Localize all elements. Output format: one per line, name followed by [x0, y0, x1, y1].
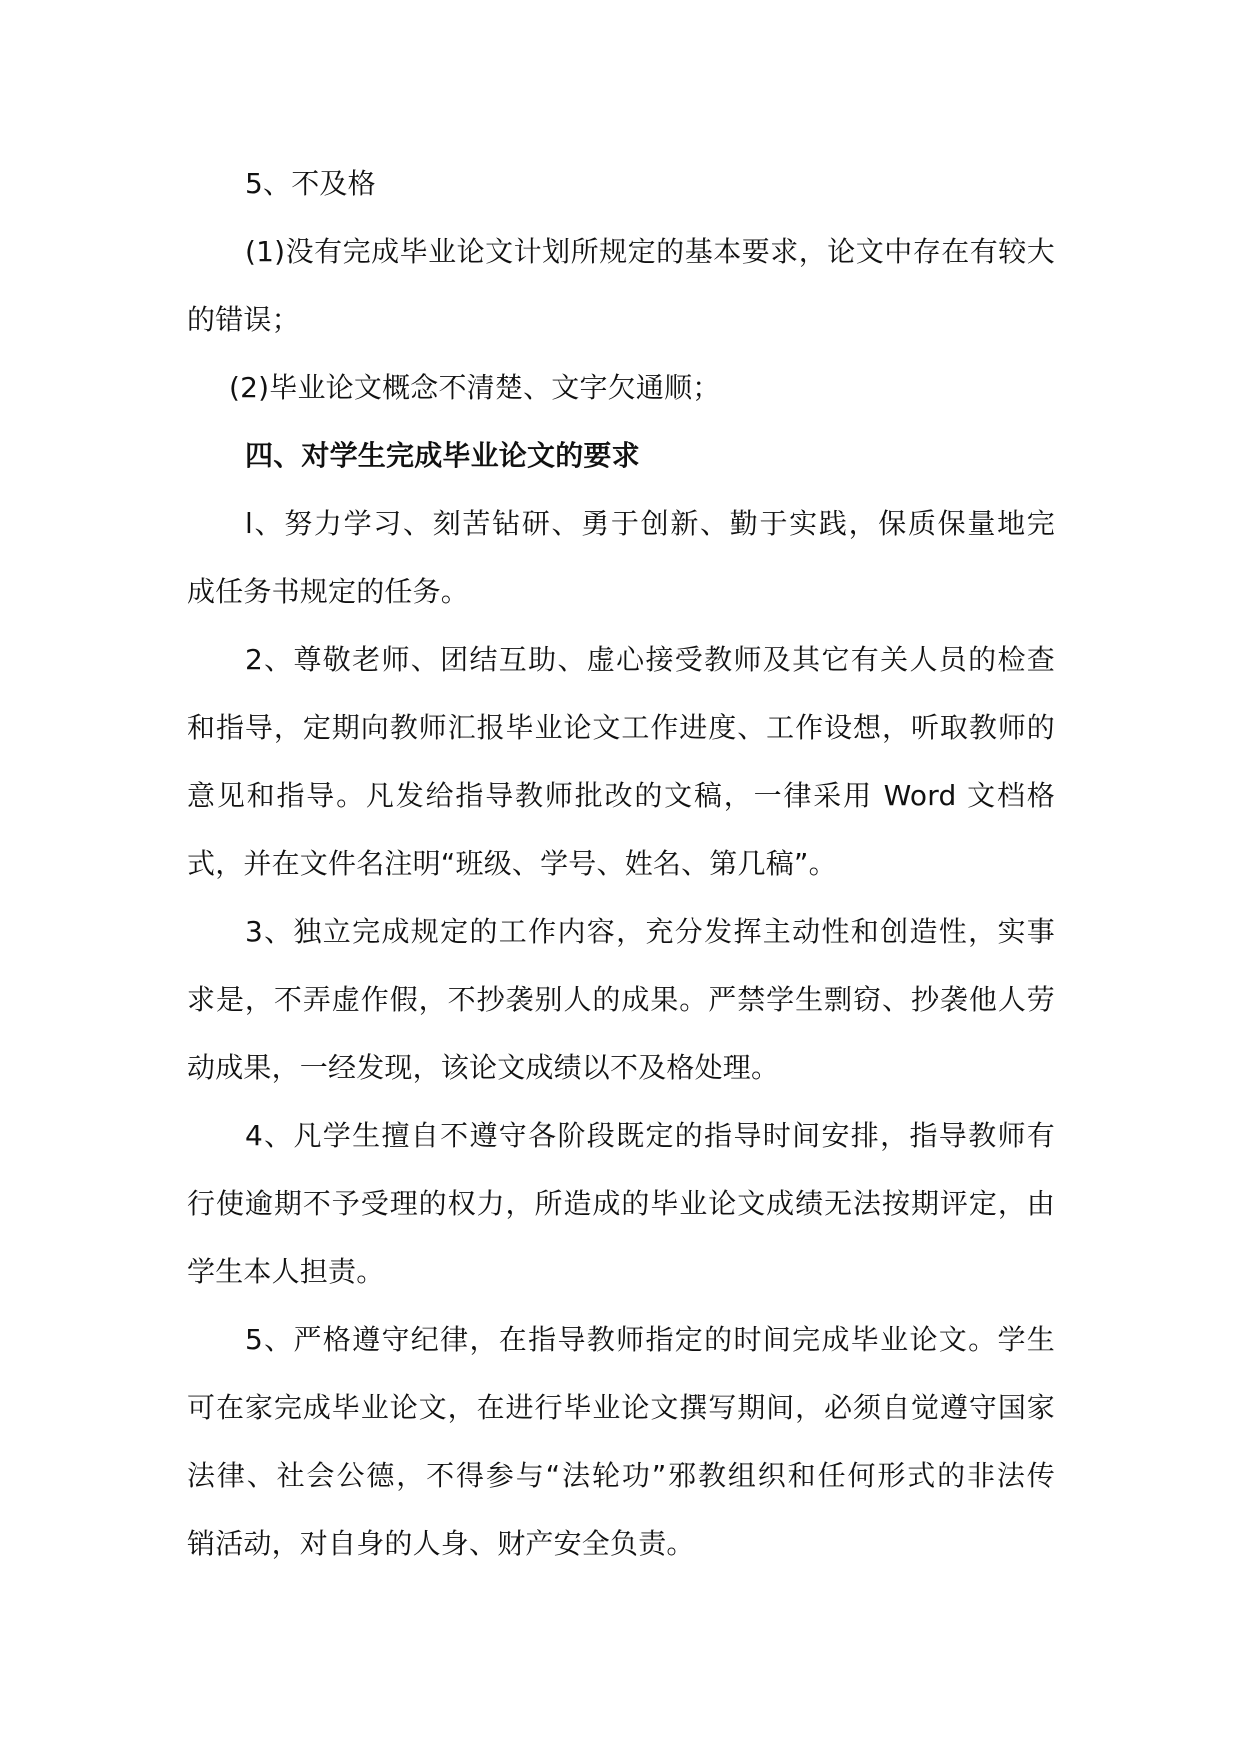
paragraph-line: 求是，不弄虚作假，不抄袭别人的成果。严禁学生剽窃、抄袭他人劳: [187, 983, 1055, 1016]
paragraph-line: 行使逾期不予受理的权力，所造成的毕业论文成绩无法按期评定，由: [187, 1187, 1055, 1220]
paragraph-line: (2)毕业论文概念不清楚、文字欠通顺；: [229, 371, 721, 404]
paragraph-line: 3、独立完成规定的工作内容，充分发挥主动性和创造性，实事: [245, 915, 1055, 948]
paragraph-line: 学生本人担责。: [187, 1255, 385, 1288]
paragraph-line: 和指导，定期向教师汇报毕业论文工作进度、工作设想，听取教师的: [187, 711, 1055, 744]
paragraph-line: l、努力学习、刻苦钻研、勇于创新、勤于实践，保质保量地完: [245, 507, 1055, 540]
section-title: 四、对学生完成毕业论文的要求: [245, 439, 640, 472]
paragraph-line: 动成果，一经发现，该论文成绩以不及格处理。: [187, 1051, 780, 1084]
paragraph-line: 销活动，对自身的人身、财产安全负责。: [187, 1527, 695, 1560]
document-body: [187, 150, 1055, 1578]
paragraph-line: 可在家完成毕业论文，在进行毕业论文撰写期间，必须自觉遵守国家: [187, 1391, 1055, 1424]
paragraph-line: 法律、社会公德，不得参与“法轮功”邪教组织和任何形式的非法传: [187, 1459, 1055, 1492]
paragraph-line: 4、凡学生擅自不遵守各阶段既定的指导时间安排，指导教师有: [245, 1119, 1055, 1152]
paragraph-line: 的错误；: [187, 303, 300, 336]
paragraph-line: 5、严格遵守纪律，在指导教师指定的时间完成毕业论文。学生: [245, 1323, 1055, 1356]
paragraph-line: 式，并在文件名注明“班级、学号、姓名、第几稿”。: [187, 847, 837, 880]
paragraph-line: 2、尊敬老师、团结互助、虚心接受教师及其它有关人员的检查: [245, 643, 1055, 676]
paragraph-line: (1)没有完成毕业论文计划所规定的基本要求，论文中存在有较大: [245, 235, 1055, 268]
paragraph-line: 成任务书规定的任务。: [187, 575, 470, 608]
section-heading-fail: 5、不及格: [245, 167, 376, 200]
paragraph-line: 意见和指导。凡发给指导教师批改的文稿，一律采用 Word 文档格: [187, 779, 1055, 812]
